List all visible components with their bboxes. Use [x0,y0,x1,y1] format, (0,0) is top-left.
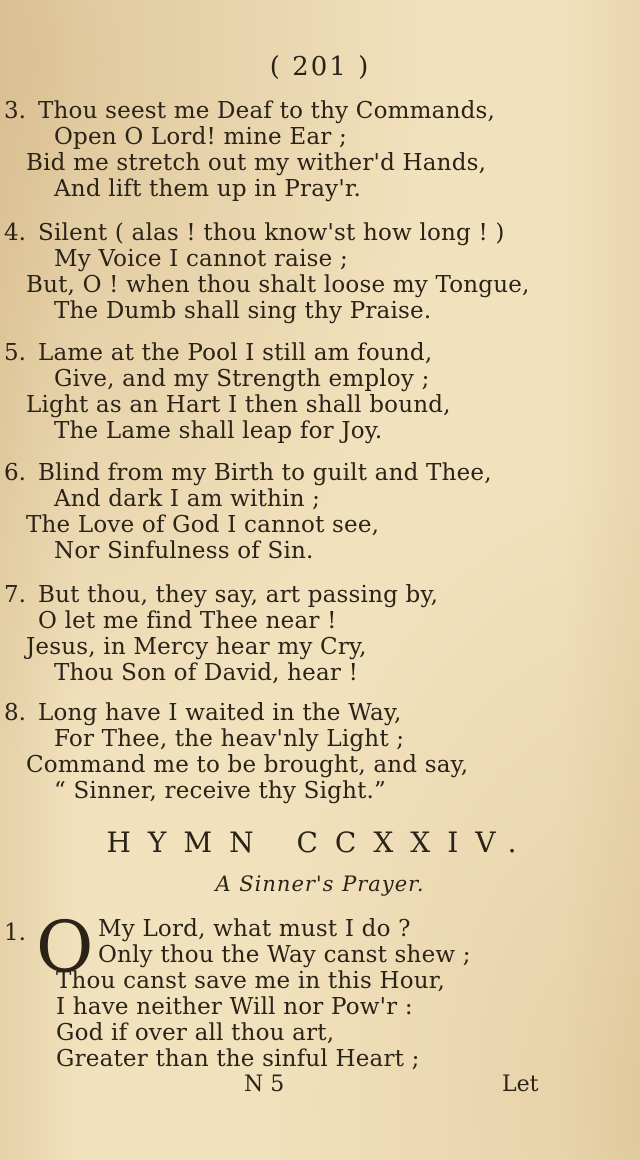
verse-number: 5. [4,340,26,366]
verse-number: 8. [4,700,26,726]
verse-line: Greater than the sinful Heart ; [56,1046,420,1072]
verse-line: For Thee, the heav'nly Light ; [54,726,405,752]
page-number: ( 201 ) [269,52,371,82]
verse-line: Only thou the Way canst shew ; [98,942,471,968]
verse-line: O let me find Thee near ! [38,608,337,634]
verse-line: God if over all thou art, [56,1020,335,1046]
verse-line: But thou, they say, art passing by, [38,582,439,608]
verse-line: Long have I waited in the Way, [38,700,402,726]
hymn-title: HYMN CCXXIV. [106,826,534,859]
verse-line: Thou canst save me in this Hour, [56,968,445,994]
verse-line: But, O ! when thou shalt loose my Tongue, [26,272,530,298]
verse-number: 7. [4,582,26,608]
verse-line: My Lord, what must I do ? [98,916,411,942]
verse-line: The Love of God I cannot see, [26,512,380,538]
verse-line: My Voice I cannot raise ; [54,246,348,272]
verse-line: Open O Lord! mine Ear ; [54,124,347,150]
verse-line: Give, and my Strength employ ; [54,366,430,392]
catchword: Let [502,1072,539,1097]
signature-mark: N 5 [244,1072,285,1097]
verse-line: The Dumb shall sing thy Praise. [54,298,432,324]
hymn-subtitle: A Sinner's Prayer. [215,872,425,896]
verse-line: Bid me stretch out my wither'd Hands, [26,150,487,176]
verse-number: 4. [4,220,26,246]
drop-cap: O [36,906,94,988]
verse-line: Blind from my Birth to guilt and Thee, [38,460,492,486]
verse-line: I have neither Will nor Pow'r : [56,994,413,1020]
verse-line: Thou seest me Deaf to thy Commands, [38,98,496,124]
verse-line: Lame at the Pool I still am found, [38,340,433,366]
verse-line: And lift them up in Pray'r. [54,176,362,202]
verse-line: Nor Sinfulness of Sin. [54,538,314,564]
verse-line: The Lame shall leap for Joy. [54,418,383,444]
verse-line: Thou Son of David, hear ! [54,660,359,686]
verse-line: Command me to be brought, and say, [26,752,469,778]
verse-line: Silent ( alas ! thou know'st how long ! ) [38,220,505,246]
verse-line: And dark I am within ; [54,486,321,512]
verse-number: 3. [4,98,26,124]
verse-number: 6. [4,460,26,486]
verse-line: Jesus, in Mercy hear my Cry, [26,634,367,660]
verse-line: “ Sinner, receive thy Sight.” [54,778,387,804]
verse-line: Light as an Hart I then shall bound, [26,392,451,418]
verse-number: 1. [4,920,26,946]
